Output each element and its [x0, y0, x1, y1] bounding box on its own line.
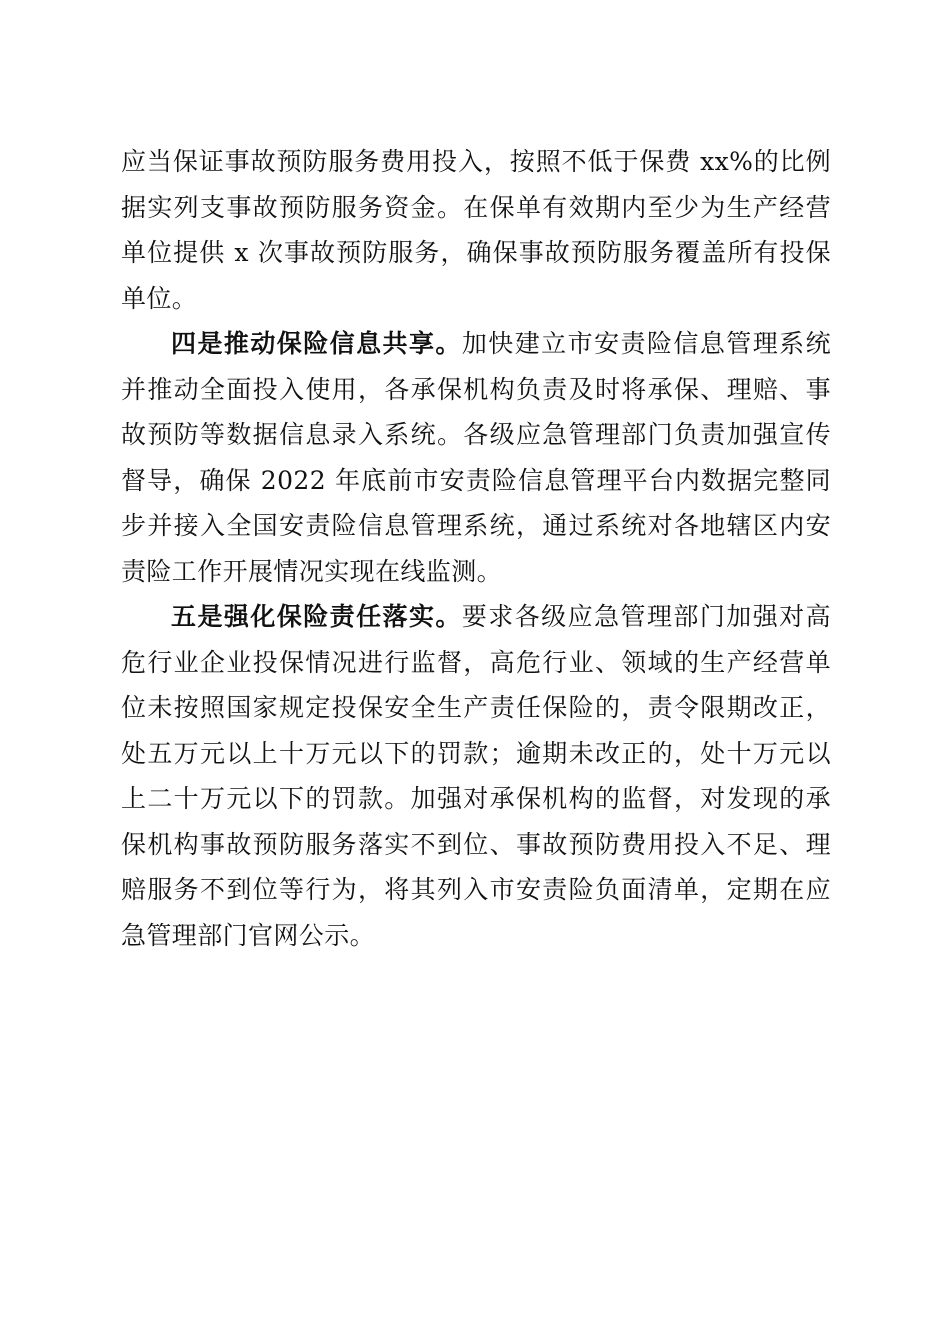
paragraph-info-sharing [121, 321, 831, 594]
paragraph-heading: 五是强化保险责任落实。 [171, 602, 462, 631]
paragraph-continuation [121, 139, 831, 321]
document-body [121, 139, 831, 958]
paragraph-text: 应当保证事故预防服务费用投入，按照不低于保费 xx%的比例据实列支事故预防服务资金。在保单有效期内至少为生产经营单位提供 x 次事故预防服务，确保事故预防服务覆盖所有投保单位。 [121, 147, 831, 313]
paragraph-text: 加快建立市安责险信息管理系统并推动全面投入使用，各承保机构负责及时将承保、理赔、事故预防等数据信息录入系统。各级应急管理部门负责加强宣传督导，确保 2022 年底前市安责险信息管理平台内数据完整同步并接入全国安责险信息管理系统，通过系统对各地辖区内安责险工作开展情况实现在线监测。 [121, 329, 831, 586]
paragraph-responsibility [121, 594, 831, 958]
paragraph-heading: 四是推动保险信息共享。 [171, 329, 462, 358]
paragraph-text: 要求各级应急管理部门加强对高危行业企业投保情况进行监督，高危行业、领域的生产经营单位未按照国家规定投保安全生产责任保险的，责令限期改正，处五万元以上十万元以下的罚款；逾期未改正的，处十万元以上二十万元以下的罚款。加强对承保机构的监督，对发现的承保机构事故预防服务落实不到位、事故预防费用投入不足、理赔服务不到位等行为，将其列入市安责险负面清单，定期在应急管理部门官网公示。 [121, 602, 831, 950]
